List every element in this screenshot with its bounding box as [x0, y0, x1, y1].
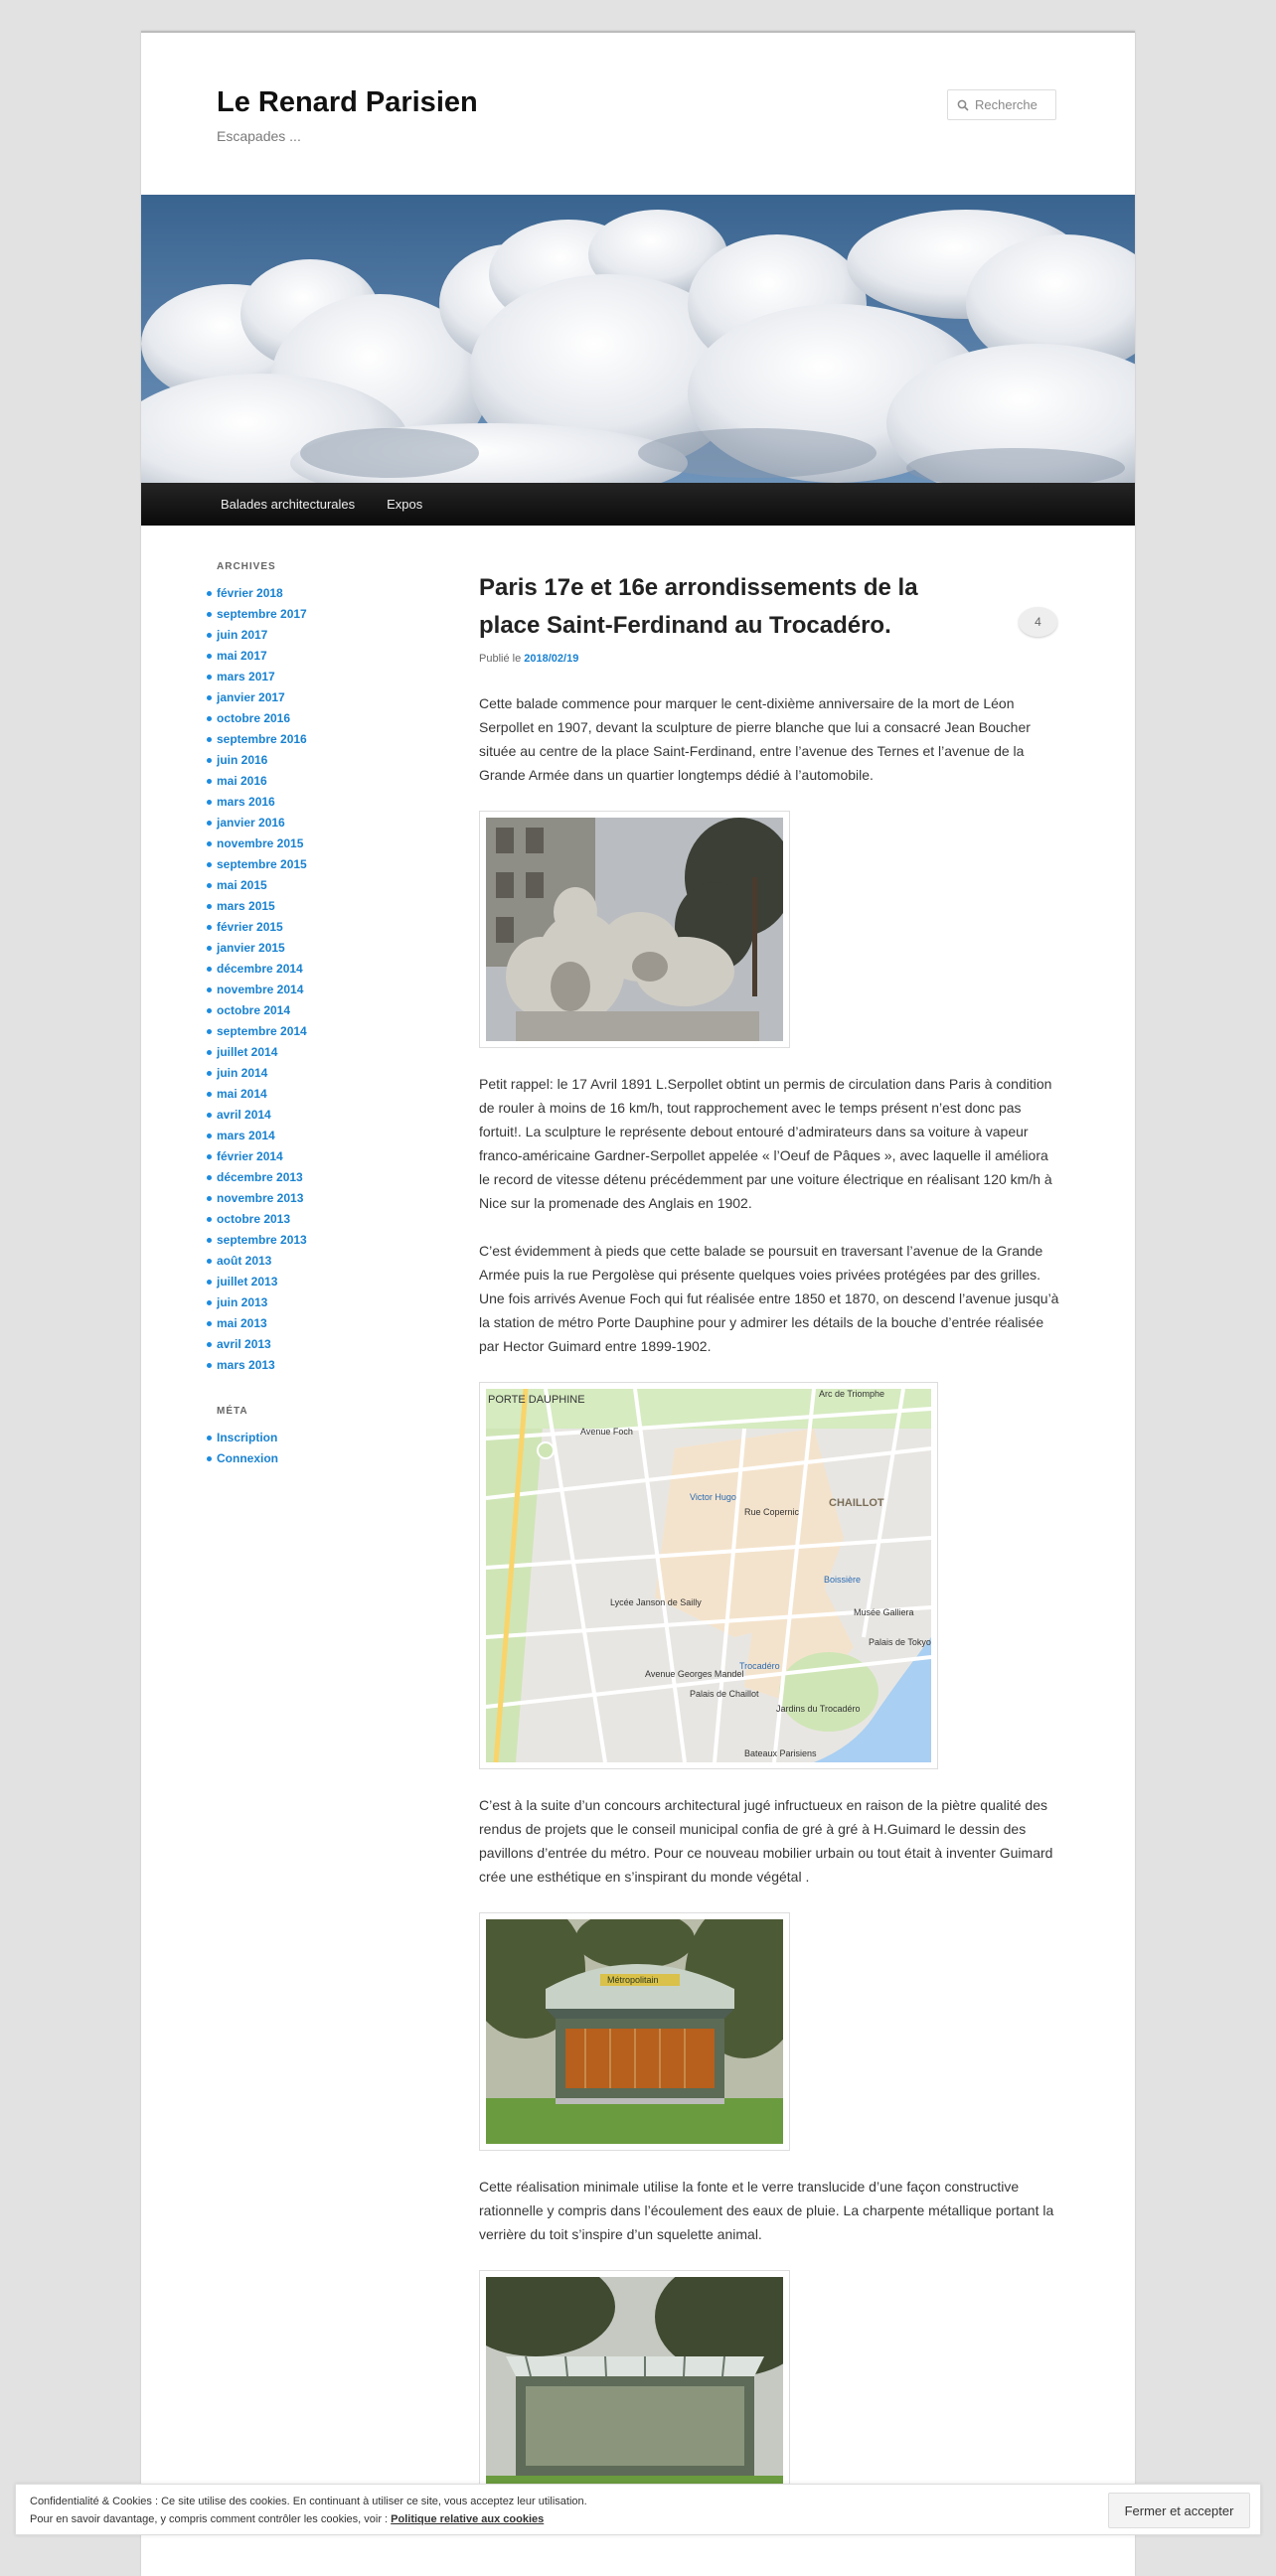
- post-title[interactable]: Paris 17e et 16e arrondissements de la place Saint-Ferdinand au Trocadéro.: [479, 574, 918, 639]
- site-title[interactable]: Le Renard Parisien: [217, 86, 478, 118]
- list-item: [217, 1313, 415, 1334]
- map-label-chaillot: CHAILLOT: [829, 1497, 884, 1509]
- list-item: [217, 667, 415, 687]
- list-item: [217, 1084, 415, 1105]
- search-icon: [957, 99, 969, 111]
- archive-link[interactable]: janvier 2017: [217, 690, 285, 704]
- list-item: [217, 792, 415, 813]
- list-item: [217, 687, 415, 708]
- map-image[interactable]: [479, 1382, 938, 1769]
- metro-sign-text: Métropolitain: [607, 1975, 659, 1985]
- archive-link[interactable]: septembre 2013: [217, 1233, 307, 1247]
- archive-link[interactable]: septembre 2016: [217, 732, 307, 746]
- list-item: [217, 1334, 415, 1355]
- post-paragraph: [479, 2175, 1060, 2246]
- list-item: [217, 625, 415, 646]
- archive-link[interactable]: août 2013: [217, 1254, 272, 1268]
- list-item: [217, 875, 415, 896]
- list-item: [217, 854, 415, 875]
- meta-widget: [217, 1406, 415, 1469]
- archive-link[interactable]: décembre 2014: [217, 962, 303, 976]
- archives-title: ARCHIVES: [217, 561, 276, 572]
- archive-link[interactable]: mars 2013: [217, 1358, 275, 1372]
- metro-structure-image[interactable]: [479, 2270, 790, 2508]
- post-content: [479, 569, 1060, 2508]
- main-navigation: [141, 483, 1135, 526]
- map-label-boissiere: Boissière: [824, 1575, 862, 1585]
- list-item: [217, 959, 415, 980]
- paragraph-text: C’est évidemment à pieds que cette balade se poursuit en traversant l’avenue de la Grande Armée puis la rue Pergolèse qui présente quelques voies privées protégées par des grilles. Une fois arrivés Avenue Foch qui fut réalisée entre 1850 et 1870, on descend l’avenue jusqu’à la station de métro Porte Dauphine pour y admirer les détails de la bouche d’entrée réalisée par Hector Guimard entre 1899-1902.: [479, 1243, 1059, 1354]
- list-item: [217, 604, 415, 625]
- map-label-rue-copernic: Rue Copernic: [744, 1507, 800, 1517]
- list-item: [217, 938, 415, 959]
- archive-link[interactable]: janvier 2015: [217, 941, 285, 955]
- cookie-line-2-prefix: Pour en savoir davantage, y compris comment contrôler les cookies, voir :: [30, 2513, 389, 2525]
- list-item: [217, 1105, 415, 1126]
- list-item: [217, 1000, 415, 1021]
- list-item: [217, 729, 415, 750]
- archive-link[interactable]: mai 2017: [217, 649, 267, 663]
- site-description: Escapades ...: [217, 128, 301, 144]
- search-input[interactable]: [947, 89, 1056, 120]
- archive-link[interactable]: septembre 2014: [217, 1024, 307, 1038]
- list-item: [217, 1355, 415, 1376]
- list-item: [217, 1272, 415, 1292]
- map-label-avenue-foch: Avenue Foch: [580, 1427, 633, 1437]
- archive-link[interactable]: novembre 2015: [217, 836, 304, 850]
- register-link[interactable]: Inscription: [217, 1431, 278, 1444]
- archive-link[interactable]: avril 2014: [217, 1108, 271, 1122]
- list-item: [217, 1209, 415, 1230]
- cookie-banner: [15, 2484, 1261, 2535]
- archive-link[interactable]: juin 2014: [217, 1066, 268, 1080]
- cookie-line-2: [30, 2510, 587, 2528]
- list-item: [217, 1428, 415, 1448]
- list-item: [217, 1230, 415, 1251]
- archive-link[interactable]: juillet 2013: [217, 1275, 278, 1288]
- list-item: [217, 813, 415, 833]
- login-link[interactable]: Connexion: [217, 1451, 278, 1465]
- list-item: [217, 1167, 415, 1188]
- list-item: [217, 1448, 415, 1469]
- archives-list: [217, 583, 415, 1376]
- map-label-trocadero: Trocadéro: [739, 1661, 780, 1671]
- post-paragraph: [479, 1072, 1060, 1215]
- archive-link[interactable]: octobre 2016: [217, 711, 291, 725]
- nav-item-balades[interactable]: Balades architecturales: [221, 497, 356, 512]
- archive-link[interactable]: mai 2013: [217, 1316, 267, 1330]
- archive-link[interactable]: juillet 2014: [217, 1045, 278, 1059]
- page-container: [141, 31, 1135, 2576]
- archive-link[interactable]: juin 2013: [217, 1295, 268, 1309]
- map-label-bateaux: Bateaux Parisiens: [744, 1748, 817, 1758]
- map-label-porte-dauphine: PORTE DAUPHINE: [488, 1394, 585, 1406]
- archive-link[interactable]: octobre 2014: [217, 1003, 291, 1017]
- list-item: [217, 1251, 415, 1272]
- post-paragraph: [479, 1793, 1060, 1889]
- cookie-accept-button[interactable]: Fermer et accepter: [1108, 2493, 1250, 2528]
- archive-link[interactable]: décembre 2013: [217, 1170, 303, 1184]
- map-label-avenue-georges-mandel: Avenue Georges Mandel: [645, 1669, 744, 1679]
- archive-link[interactable]: janvier 2016: [217, 816, 285, 830]
- archive-link[interactable]: avril 2013: [217, 1337, 271, 1351]
- list-item: [217, 708, 415, 729]
- list-item: [217, 646, 415, 667]
- meta-title: MÉTA: [217, 1406, 248, 1417]
- archive-link[interactable]: octobre 2013: [217, 1212, 291, 1226]
- map-label-victor-hugo: Victor Hugo: [690, 1492, 736, 1502]
- list-item: [217, 750, 415, 771]
- list-item: [217, 917, 415, 938]
- archive-link[interactable]: septembre 2017: [217, 607, 307, 621]
- sidebar: [217, 561, 415, 1469]
- published-prefix: Publié le: [479, 653, 522, 665]
- list-item: [217, 583, 415, 604]
- archive-link[interactable]: mars 2015: [217, 899, 275, 913]
- post-paragraph: [479, 1239, 1060, 1358]
- published-date-link[interactable]: 2018/02/19: [524, 653, 579, 665]
- cookie-line-1: Confidentialité & Cookies : Ce site utilise des cookies. En continuant à utiliser ce site, vous acceptez leur utilisation.: [30, 2496, 587, 2507]
- paragraph-text: Petit rappel: le 17 Avril 1891 L.Serpollet obtint un permis de circulation dans Paris à condition de rouler à moins de 16 km/h, tout rapprochement avec le temps présent n’est donc pas fortuit!. La sculpture le représente debout entouré d’admirateurs dans sa voiture à vapeur franco-américaine Gardner-Serpollet appelée « l’Oeuf de Pâques », avec laquelle il améliora le record de vitesse détenu précédemment par une voiture électrique en réalisant 120 km/h à Nice sur la promenade des Anglais en 1902.: [479, 1076, 1052, 1211]
- post-paragraph: Cette balade commence pour marquer le cent-dixième anniversaire de la mort de Léon Serpollet en 1907, devant la sculpture de pierre blanche que lui a consacré Jean Boucher située au centre de la place Saint-Ferdinand, entre l’avenue des Ternes et l’avenue de la Grande Armée dans un quartier longtemps dédié à l’automobile.: [479, 695, 1031, 783]
- archive-link[interactable]: mars 2014: [217, 1129, 275, 1142]
- cookie-policy-link[interactable]: Politique relative aux cookies: [391, 2513, 545, 2525]
- list-item: [217, 1188, 415, 1209]
- archive-link[interactable]: mai 2015: [217, 878, 267, 892]
- list-item: [217, 1063, 415, 1084]
- map-label-palais-chaillot: Palais de Chaillot: [690, 1689, 759, 1699]
- list-item: [217, 771, 415, 792]
- archive-link[interactable]: février 2018: [217, 586, 283, 600]
- archive-link[interactable]: mai 2016: [217, 774, 267, 788]
- paragraph-text: C’est à la suite d’un concours architectural jugé infructueux en raison de la piètre qualité des rendus de projets que le conseil municipal confia de gré à gré à H.Guimard le dessin des pavillons d’entrée du métro. Pour ce nouveau mobilier urbain ou tout était à inventer Guimard crée une esthétique en s’inspirant du monde végétal .: [479, 1797, 1053, 1885]
- metro-entrance-image[interactable]: [479, 1912, 790, 2151]
- list-item: [217, 833, 415, 854]
- archive-link[interactable]: mars 2016: [217, 795, 275, 809]
- search-placeholder: Recherche: [975, 97, 1037, 112]
- list-item: [217, 1126, 415, 1146]
- cookie-text: [30, 2493, 587, 2528]
- list-item: [217, 980, 415, 1000]
- list-item: [217, 1292, 415, 1313]
- paragraph-text: Cette réalisation minimale utilise la fonte et le verre translucide d’une façon constructive rationnelle y compris dans l’écoulement des eaux de pluie. La charpente métallique portant la verrière du toit s’inspire d’un squelette animal.: [479, 2179, 1054, 2242]
- map-label-jardins: Jardins du Trocadéro: [776, 1704, 861, 1714]
- archive-link[interactable]: février 2015: [217, 920, 283, 934]
- map-label-musee: Musée Galliera: [854, 1607, 914, 1617]
- sculpture-image[interactable]: [479, 811, 790, 1048]
- archive-link[interactable]: novembre 2014: [217, 983, 304, 996]
- archive-link[interactable]: février 2014: [217, 1149, 283, 1163]
- comments-count-bubble[interactable]: 4: [1019, 607, 1057, 637]
- map-label-arc: Arc de Triomphe: [819, 1389, 885, 1399]
- map-label-palais-tokyo: Palais de Tokyo: [869, 1637, 931, 1647]
- archive-link[interactable]: juin 2016: [217, 753, 268, 767]
- list-item: [217, 1146, 415, 1167]
- list-item: [217, 1042, 415, 1063]
- archive-link[interactable]: septembre 2015: [217, 857, 307, 871]
- archive-link[interactable]: mai 2014: [217, 1087, 267, 1101]
- post-meta: [479, 653, 1060, 665]
- map-label-lycee: Lycée Janson de Sailly: [610, 1597, 702, 1607]
- archive-link[interactable]: mars 2017: [217, 670, 275, 683]
- post-body: [479, 691, 1060, 2508]
- nav-item-expos[interactable]: Expos: [387, 497, 423, 512]
- list-item: [217, 1021, 415, 1042]
- header-banner-image: [141, 195, 1135, 483]
- archive-link[interactable]: novembre 2013: [217, 1191, 304, 1205]
- list-item: [217, 896, 415, 917]
- archive-link[interactable]: juin 2017: [217, 628, 268, 642]
